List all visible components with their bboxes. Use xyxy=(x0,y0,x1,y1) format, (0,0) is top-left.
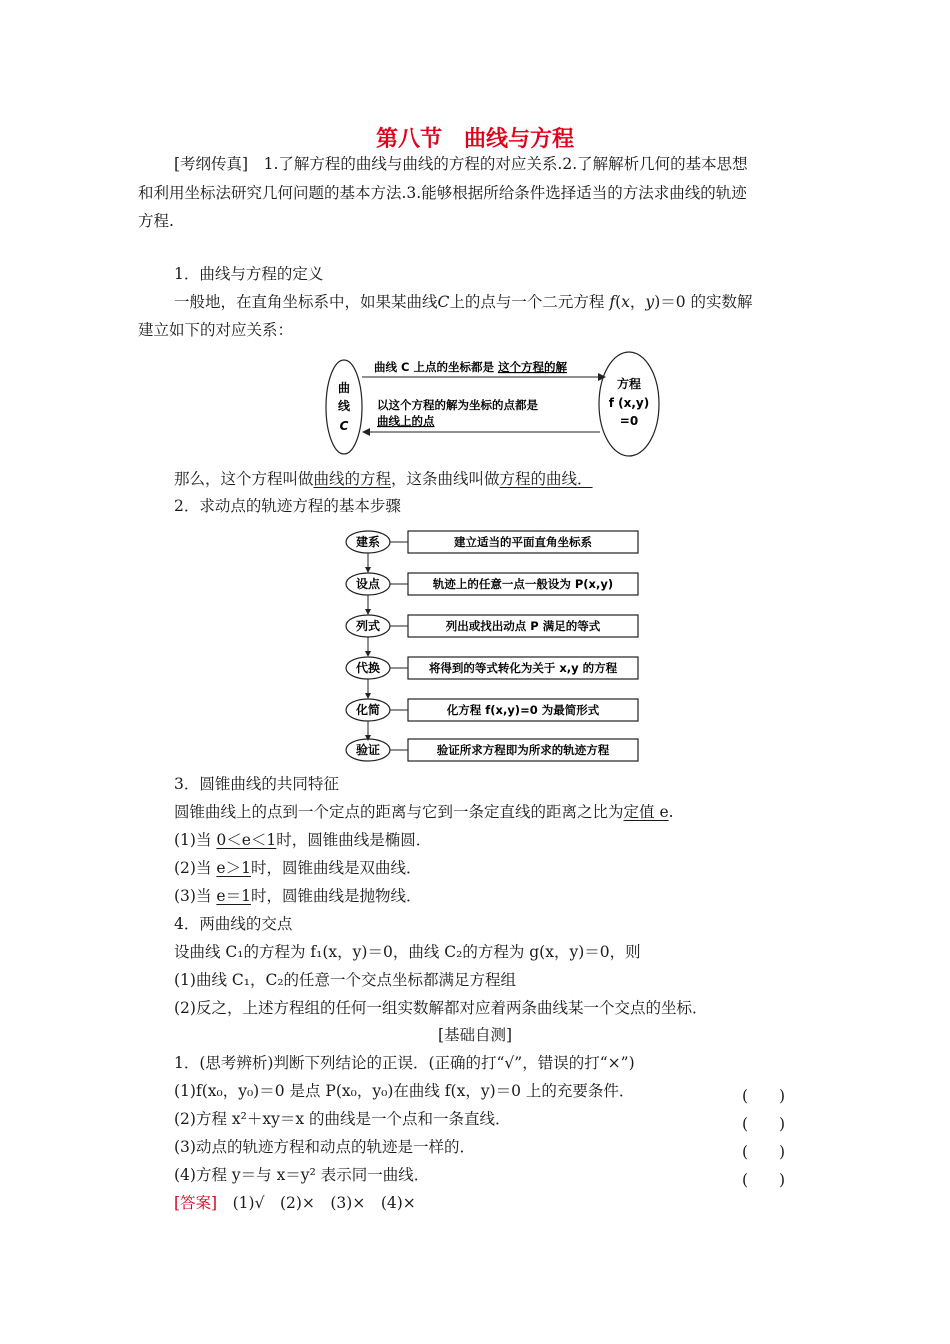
svg-text:列出或找出动点 P 满足的等式: 列出或找出动点 P 满足的等式 xyxy=(445,619,601,633)
answer-blank-1: ( ) xyxy=(742,1087,786,1105)
svg-text:建系: 建系 xyxy=(355,535,381,549)
sec2-heading: 2．求动点的轨迹方程的基本步骤 xyxy=(174,497,401,515)
svg-text:化方程 f(x,y)=0 为最简形式: 化方程 f(x,y)=0 为最简形式 xyxy=(446,703,600,717)
svg-text:验证所求方程即为所求的轨迹方程: 验证所求方程即为所求的轨迹方程 xyxy=(436,743,610,757)
sec3-case-3: (3)当 e＝1时，圆锥曲线是抛物线． xyxy=(174,887,422,905)
intro-line-3: 方程. xyxy=(138,212,174,230)
curve-equation-diagram xyxy=(322,350,662,460)
svg-text:将得到的等式转化为关于 x,y 的方程: 将得到的等式转化为关于 x,y 的方程 xyxy=(428,661,618,675)
svg-text:化简: 化简 xyxy=(355,703,381,717)
flow-step-4 xyxy=(346,657,638,699)
equation-label-2: f (x,y) xyxy=(608,396,650,410)
arrow-bottom-head xyxy=(362,428,370,436)
arrow-bottom-label-1: 以这个方程的解为坐标的点都是 xyxy=(377,398,538,412)
answer-blank-3: ( ) xyxy=(742,1143,786,1161)
selftest-heading: [基础自测] xyxy=(437,1026,513,1044)
curve-char-1: 曲 xyxy=(337,381,351,395)
flow-step-6 xyxy=(346,739,638,761)
sec3-case-1: (1)当 0＜e＜1时，圆锥曲线是椭圆． xyxy=(174,831,432,849)
arrow-bottom-label-2: 曲线上的点 xyxy=(377,414,435,428)
sec4-para-3: (2)反之，上述方程组的任何一组实数解都对应着两条曲线某一个交点的坐标． xyxy=(174,999,708,1017)
selftest-item-1: (1)f(x₀，y₀)＝0 是点 P(x₀，y₀)在曲线 f(x，y)＝0 上的充要条件． xyxy=(174,1082,635,1100)
sec1-para-3: 那么，这个方程叫做曲线的方程，这条曲线叫做方程的曲线． xyxy=(174,470,593,488)
intro-tag: [考纲传真] xyxy=(174,155,249,173)
sec1-para-1: 一般地，在直角坐标系中，如果某曲线C上的点与一个二元方程 f(x，y)＝0 的实数解 xyxy=(174,293,753,311)
intro-line-1: [考纲传真] 1.了解方程的曲线与曲线的方程的对应关系.2.了解解析几何的基本思想 xyxy=(174,155,748,173)
selftest-item-2: (2)方程 x²＋xy＝x 的曲线是一个点和一条直线． xyxy=(174,1110,511,1128)
equation-label-3: =0 xyxy=(619,414,639,428)
flow-step-1 xyxy=(346,531,638,573)
sec1-heading: 1．曲线与方程的定义 xyxy=(174,265,324,283)
answer-blank-2: ( ) xyxy=(742,1115,786,1133)
svg-text:设点: 设点 xyxy=(355,577,381,591)
selftest-item-4: (4)方程 y＝与 x＝y² 表示同一曲线． xyxy=(174,1166,430,1184)
svg-text:验证: 验证 xyxy=(355,743,381,757)
selftest-question-1: 1．(思考辨析)判断下列结论的正误．(正确的打“√”，错误的打“×”) xyxy=(174,1054,635,1072)
arrow-top-label: 曲线 C 上点的坐标都是 这个方程的解 xyxy=(374,360,567,374)
flow-step-2 xyxy=(346,573,638,615)
svg-text:列式: 列式 xyxy=(355,619,381,633)
svg-text:建立适当的平面直角坐标系: 建立适当的平面直角坐标系 xyxy=(454,535,592,549)
intro-line-2: 和利用坐标法研究几何问题的基本方法.3.能够根据所给条件选择适当的方法求曲线的轨迹 xyxy=(138,184,747,202)
sec3-heading: 3．圆锥曲线的共同特征 xyxy=(174,775,339,793)
selftest-item-3: (3)动点的轨迹方程和动点的轨迹是一样的． xyxy=(174,1138,475,1156)
flow-step-3 xyxy=(346,615,638,657)
equation-label-1: 方程 xyxy=(616,377,642,391)
answer-tag: [答案] xyxy=(174,1194,218,1212)
section-title: 第八节 曲线与方程 xyxy=(375,127,574,152)
curve-char-3: C xyxy=(339,419,349,433)
sec4-para-1: 设曲线 C₁的方程为 f₁(x，y)＝0，曲线 C₂的方程为 g(x，y)＝0，则 xyxy=(174,943,641,961)
sec3-case-2: (2)当 e＞1时，圆锥曲线是双曲线． xyxy=(174,859,422,877)
answer-blank-4: ( ) xyxy=(742,1171,786,1189)
curve-char-2: 线 xyxy=(337,399,351,413)
sec4-heading: 4．两曲线的交点 xyxy=(174,915,293,933)
sec1-para-2: 建立如下的对应关系： xyxy=(138,321,294,339)
answer-line: [答案] (1)√ (2)× (3)× (4)× xyxy=(174,1194,416,1212)
svg-text:代换: 代换 xyxy=(355,661,381,675)
sec3-para-1: 圆锥曲线上的点到一个定点的距离与它到一条定直线的距离之比为定值 e. xyxy=(174,803,674,821)
svg-text:轨迹上的任意一点一般设为 P(x,y): 轨迹上的任意一点一般设为 P(x,y) xyxy=(432,577,614,591)
trajectory-steps-flowchart xyxy=(340,528,640,764)
sec4-para-2: (1)曲线 C₁，C₂的任意一个交点坐标都满足方程组 xyxy=(174,971,517,989)
flow-step-5 xyxy=(346,699,638,741)
